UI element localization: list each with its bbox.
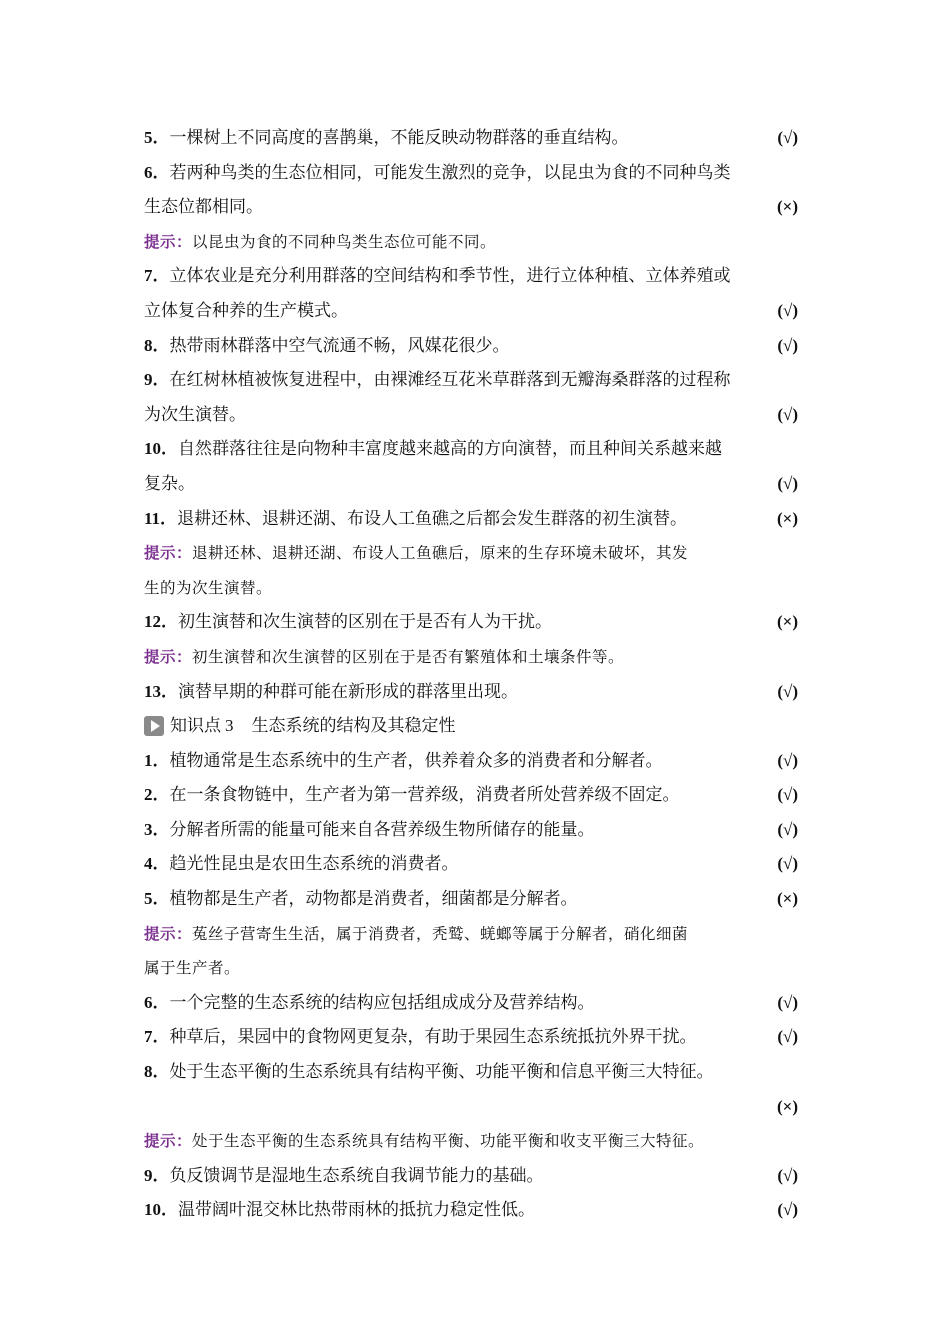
question-number: 5． — [144, 128, 170, 147]
hint-text: 菟丝子营寄生生活，属于消费者，秃鹫、蜣螂等属于分解者，硝化细菌 — [192, 924, 689, 943]
question-text: 在一条食物链中，生产者为第一营养级，消费者所处营养级不固定。 — [169, 785, 680, 806]
question-number: 10． — [144, 439, 178, 459]
question-text: 分解者所需的能量可能来自各营养级生物所储存的能量。 — [169, 819, 595, 840]
document-body — [144, 121, 808, 1228]
question-number: 2． — [144, 785, 170, 805]
question-line — [144, 1193, 808, 1228]
hint-text: 退耕还林、退耕还湖、布设人工鱼礁后，原来的生存环境未破坏，其发 — [192, 544, 689, 563]
question-line — [144, 744, 808, 779]
question-text: 若两种鸟类的生态位相同，可能发生激烈的竞争，以昆虫为食的不同种鸟类 — [169, 162, 731, 183]
answer-mark: (√) — [777, 128, 798, 147]
hint-label: 提示： — [144, 923, 193, 943]
question-text: 负反馈调节是湿地生态系统自我调节能力的基础。 — [169, 1165, 544, 1186]
question-text: 初生演替和次生演替的区别在于是否有人为干扰。 — [178, 612, 552, 633]
question-number: 12． — [144, 612, 178, 632]
question-line — [144, 882, 808, 917]
hint-line — [144, 225, 808, 260]
answer-mark: (√) — [777, 335, 798, 355]
question-text: 复杂。 — [144, 473, 195, 494]
answer-mark: (×) — [776, 889, 798, 909]
answer-mark: (√) — [777, 473, 798, 493]
hint-line — [144, 571, 808, 606]
question-number: 13． — [144, 681, 178, 701]
question-text: 立体农业是充分利用群落的空间结构和季节性，进行立体种植、立体养殖或 — [169, 266, 731, 287]
hint-line — [144, 1124, 808, 1159]
question-text: 趋光性昆虫是农田生态系统的消费者。 — [169, 854, 459, 875]
question-number: 1． — [144, 750, 170, 770]
question-number: 8． — [144, 335, 170, 355]
question-number: 3． — [144, 819, 170, 839]
question-text: 植物通常是生态系统中的生产者，供养着众多的消费者和分解者。 — [169, 750, 663, 771]
question-line — [144, 259, 808, 294]
hint-text: 生的为次生演替。 — [144, 578, 273, 597]
question-line — [144, 190, 808, 225]
answer-mark: (×) — [776, 508, 798, 528]
hint-label: 提示： — [144, 231, 193, 251]
question-line — [144, 1055, 808, 1090]
question-text: 生态位都相同。 — [144, 197, 263, 218]
answer-mark: (√) — [777, 992, 798, 1012]
section-heading — [144, 709, 808, 744]
question-text: 处于生态平衡的生态系统具有结构平衡、功能平衡和信息平衡三大特征。 — [169, 1062, 714, 1083]
question-line — [144, 432, 808, 467]
answer-mark: (√) — [777, 1165, 798, 1185]
question-number: 8． — [144, 1062, 170, 1082]
hint-text: 处于生态平衡的生态系统具有结构平衡、功能平衡和收支平衡三大特征。 — [192, 1132, 705, 1151]
question-number: 11． — [144, 508, 178, 528]
hint-label: 提示： — [144, 1131, 193, 1151]
answer-mark: (√) — [777, 854, 798, 874]
question-line — [144, 294, 808, 329]
question-text: 热带雨林群落中空气流通不畅，风媒花很少。 — [169, 335, 510, 356]
question-line — [144, 363, 808, 398]
answer-mark: (√) — [777, 819, 798, 839]
answer-mark: (√) — [777, 300, 798, 320]
answer-mark: (√) — [777, 681, 798, 701]
question-line — [144, 1159, 808, 1194]
hint-label: 提示： — [144, 543, 193, 563]
question-number: 10． — [144, 1200, 178, 1220]
question-text: 自然群落往往是向物种丰富度越来越高的方向演替，而且种间关系越来越 — [178, 439, 722, 460]
question-text: 退耕还林、退耕还湖、布设人工鱼礁之后都会发生群落的初生演替。 — [177, 508, 688, 529]
question-number: 4． — [144, 854, 170, 874]
question-number: 6． — [144, 992, 170, 1012]
answer-mark: (×) — [776, 197, 798, 217]
question-text: 在红树林植被恢复进程中，由裸滩经互花米草群落到无瓣海桑群落的过程称 — [169, 370, 731, 391]
question-text: 一棵树上不同高度的喜鹊巢，不能反映动物群落的垂直结构。 — [169, 128, 629, 148]
question-line — [144, 813, 808, 848]
hint-label: 提示： — [144, 646, 193, 666]
question-line — [144, 329, 808, 364]
hint-line — [144, 640, 808, 675]
question-number: 7． — [144, 266, 170, 286]
question-text: 温带阔叶混交林比热带雨林的抵抗力稳定性低。 — [178, 1200, 535, 1221]
answer-mark: (√) — [777, 1027, 798, 1047]
answer-mark: (√) — [777, 785, 798, 805]
question-number: 5． — [144, 889, 170, 909]
hint-line — [144, 917, 808, 952]
question-line — [144, 467, 808, 502]
hint-line — [144, 536, 808, 571]
answer-mark: (×) — [776, 612, 798, 632]
section-title: 生态系统的结构及其稳定性 — [251, 716, 456, 737]
question-line — [144, 847, 808, 882]
answer-mark: (√) — [777, 1200, 798, 1220]
hint-line — [144, 951, 808, 986]
question-text: 立体复合种养的生产模式。 — [144, 300, 348, 321]
question-number: 9． — [144, 370, 170, 390]
question-text: 植物都是生产者，动物都是消费者，细菌都是分解者。 — [169, 889, 578, 910]
section-prefix: 知识点 — [170, 716, 221, 737]
question-line — [144, 778, 808, 813]
question-line — [144, 1090, 808, 1125]
question-number: 7． — [144, 1027, 170, 1047]
answer-mark: (√) — [777, 750, 798, 770]
hint-text: 以昆虫为食的不同种鸟类生态位可能不同。 — [192, 232, 497, 251]
question-text: 种草后，果园中的食物网更复杂，有助于果园生态系统抵抗外界干扰。 — [169, 1027, 697, 1048]
answer-mark: (×) — [776, 1096, 798, 1116]
question-text: 为次生演替。 — [144, 404, 246, 425]
section-number: 3 — [225, 716, 234, 736]
question-line — [144, 121, 808, 156]
question-line — [144, 1020, 808, 1055]
question-line — [144, 605, 808, 640]
answer-mark: (√) — [777, 404, 798, 424]
hint-text: 属于生产者。 — [144, 959, 241, 978]
play-icon — [144, 716, 164, 736]
question-line — [144, 502, 808, 537]
question-line — [144, 398, 808, 433]
question-text: 演替早期的种群可能在新形成的群落里出现。 — [178, 681, 518, 702]
question-number: 6． — [144, 162, 170, 182]
question-text: 一个完整的生态系统的结构应包括组成成分及营养结构。 — [169, 992, 595, 1013]
hint-text: 初生演替和次生演替的区别在于是否有繁殖体和土壤条件等。 — [192, 647, 625, 666]
question-line — [144, 986, 808, 1021]
question-line — [144, 156, 808, 191]
question-line — [144, 675, 808, 710]
question-number: 9． — [144, 1165, 170, 1185]
